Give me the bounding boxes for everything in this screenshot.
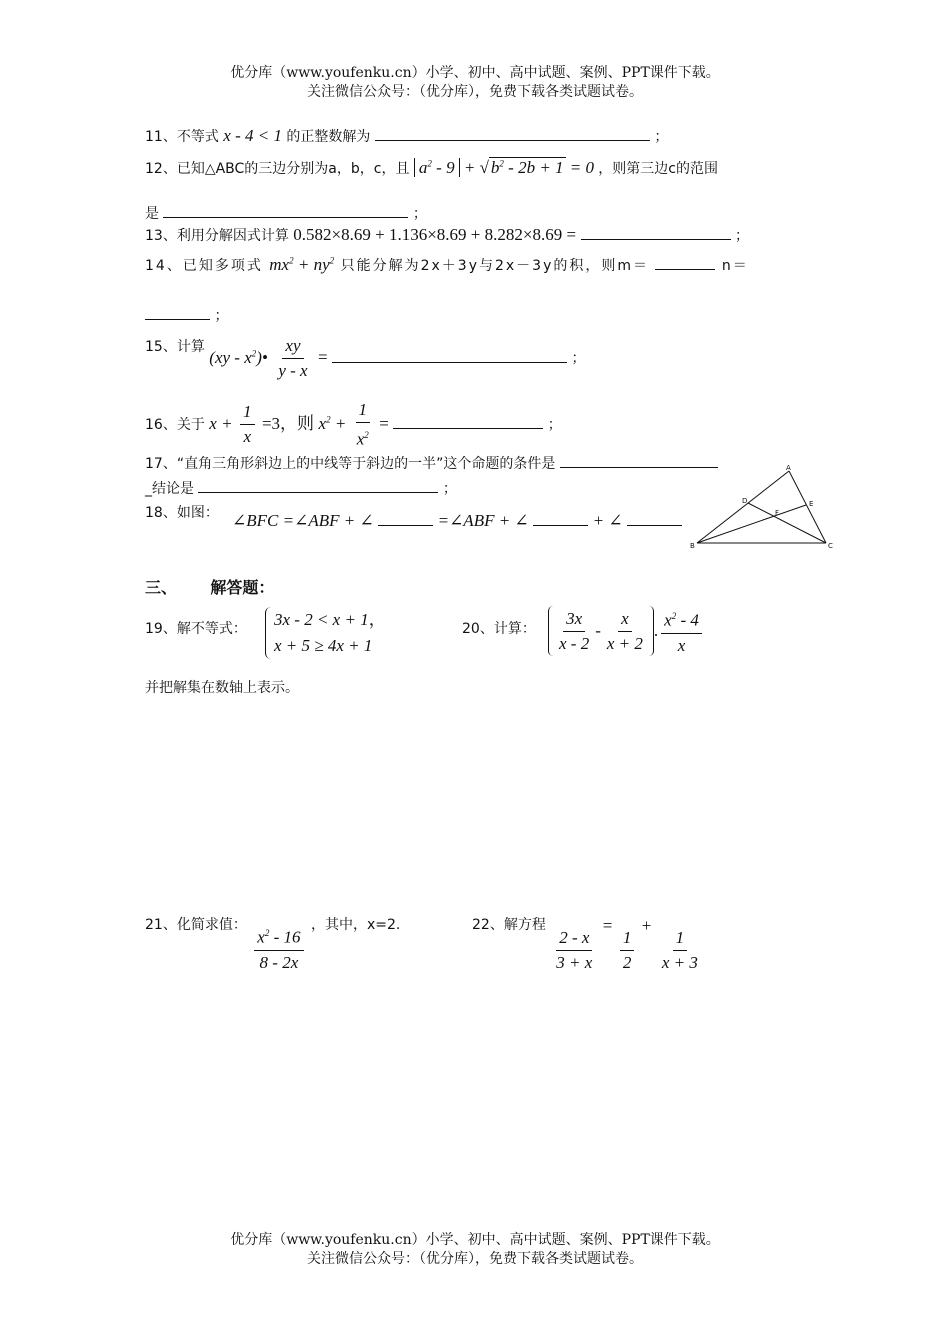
q16-expr-2: $x^2$ + (318, 413, 347, 433)
q11-expr: x - 4 < 1 (223, 126, 282, 145)
q13-end: ； (734, 228, 749, 244)
q18-blank-1[interactable] (378, 511, 433, 526)
question-17 (145, 453, 718, 473)
q19-comma: ， (368, 610, 386, 629)
segment-cd (748, 503, 826, 543)
footer-line-2: 关注微信公众号：（优分库），免费下载各类试题试卷。 (307, 1251, 643, 1267)
question-19 (145, 618, 247, 638)
q18-label: 18、如图： (145, 505, 219, 521)
q15-expr: $(xy - x^2)•$ (209, 347, 268, 367)
q12-answer-blank[interactable] (163, 203, 408, 218)
q13-expr: 0.582×8.69 + 1.136×8.69 + 8.282×8.69 = (293, 225, 577, 244)
q17-line2-label: _结论是 (145, 481, 194, 497)
q21-fraction: $\frac{x^2 - 16}{8 - 2x}$ (254, 923, 303, 973)
q12-line2-label: 是 (145, 206, 159, 222)
q11-tail: 的正整数解为 (286, 129, 371, 145)
q16-fraction-2: $\frac{1}{x^2}$ (356, 400, 369, 449)
q17-end: ； (442, 481, 457, 497)
q14-expr: $mx^2 + ny^2$ (269, 255, 335, 274)
question-17-line2 (145, 478, 457, 498)
q21-label: 21、化简求值： (145, 917, 247, 933)
question-21 (145, 914, 400, 973)
q11-answer-blank[interactable] (375, 126, 650, 141)
question-19-line2 (145, 677, 299, 697)
q16-end: ； (547, 416, 562, 433)
q15-label: 15、计算 (145, 339, 205, 355)
question-11 (145, 126, 668, 146)
q21-tail: ，其中，x=2. (310, 917, 401, 933)
q22-fraction-3: $\frac{1}{x + 3}$ (661, 928, 698, 972)
q12-label: 12、已知△ABC的三边分别为a，b，c，且 (145, 161, 410, 177)
q15-end: ； (571, 350, 586, 367)
q17-text: 17、“直角三角形斜边上的中线等于斜边的一半”这个命题的条件是 (145, 456, 556, 472)
q14-mid: 只能分解为2x＋3y与2x－3y的积，则m＝ (340, 258, 650, 274)
label-d: D (742, 497, 748, 505)
q19-system (265, 607, 386, 659)
q16-label: 16、关于 (145, 416, 205, 433)
q19-row-2: x + 5 ≥ 4x + 1 (274, 636, 373, 655)
question-18 (145, 502, 219, 522)
question-15 (145, 336, 586, 381)
triangle-figure (685, 462, 845, 554)
q19-label: 19、解不等式： (145, 621, 247, 637)
q18-blank-2[interactable] (533, 511, 588, 526)
label-f: F (775, 509, 780, 517)
q12-end: ； (412, 206, 427, 222)
question-20 (462, 618, 536, 638)
section-title: 三、 解答题： (145, 578, 275, 597)
label-b: B (690, 542, 695, 550)
q15-fraction: $\frac{xy}{y - x}$ (278, 336, 308, 380)
question-12-line2 (145, 203, 427, 223)
q16-answer-blank[interactable] (393, 414, 543, 429)
q12-tail: ，则第三边c的范围 (598, 161, 718, 177)
question-14-line2 (145, 305, 228, 325)
q14-label: 14、已知多项式 (145, 258, 263, 274)
q20-fraction-2: $\frac{x}{x + 2}$ (606, 608, 643, 653)
q18-expr-1: ∠BFC =∠ABF + ∠ (232, 511, 374, 530)
q12-expr: $a^2 - 9$ + √ $b^2 - 2b + 1 = 0$ (414, 157, 598, 177)
q13-answer-blank[interactable] (581, 225, 731, 240)
q11-label: 11、不等式 (145, 129, 219, 145)
question-16 (145, 400, 562, 450)
q22-fraction-1: $\frac{2 - x}{3 + x}$ (556, 928, 593, 972)
q20-label: 20、计算： (462, 621, 536, 637)
q18-expr-2: =∠ABF + ∠ (437, 511, 529, 530)
q15-answer-blank[interactable] (332, 348, 567, 363)
q19-line2: 并把解集在数轴上表示。 (145, 680, 299, 696)
header-line-2: 关注微信公众号：（优分库），免费下载各类试题试卷。 (307, 84, 643, 100)
side-ba (697, 471, 789, 543)
question-12 (145, 158, 718, 178)
q14-n-blank[interactable] (145, 305, 210, 320)
q18-blank-3[interactable] (627, 511, 682, 526)
q16-eq: = (379, 413, 389, 433)
question-22: 22、解方程 $\frac{2 - x}{3 + x}$ = $\frac{1}{2}$ + $\frac{1}{x + 3}$ (472, 914, 704, 973)
q13-label: 13、利用分解因式计算 (145, 228, 289, 244)
label-c: C (828, 542, 833, 550)
label-a: A (786, 464, 791, 472)
q20-fraction-3: $\frac{x^2 - 4}{x}$ (661, 606, 702, 656)
q17-conclusion-blank[interactable] (198, 478, 438, 493)
q14-m-blank[interactable] (655, 255, 715, 270)
label-e: E (809, 500, 814, 508)
q22-label: 22、解方程 (472, 917, 546, 933)
side-ac (789, 471, 826, 543)
q11-end: ； (654, 129, 669, 145)
q20-fraction-1: $\frac{3x}{x - 2}$ (559, 608, 590, 653)
q16-mid: =3，则 (261, 413, 315, 433)
q20-expr: $\frac{3x}{x - 2}$ - $\frac{x}{x + 2}$ . $\frac{x^2 - 4}{x}$ (548, 606, 705, 656)
q16-expr-1: x + (209, 413, 233, 433)
question-14 (145, 255, 749, 275)
q19-row-1: 3x - 2 < x + 1 (274, 610, 369, 629)
q16-fraction-1: $\frac{1}{x}$ (240, 402, 255, 447)
q15-eq: = (318, 347, 328, 367)
question-13 (145, 225, 749, 245)
q22-fraction-2: $\frac{1}{2}$ (620, 928, 635, 973)
q14-end: ； (214, 308, 229, 324)
header-line-1: 优分库（www.youfenku.cn）小学、初中、高中试题、案例、PPT课件下载。 (230, 65, 720, 81)
q18-plus: + ∠ (592, 511, 623, 530)
footer-line-1: 优分库（www.youfenku.cn）小学、初中、高中试题、案例、PPT课件下载。 (230, 1232, 720, 1248)
question-18-expr (232, 511, 682, 531)
q14-n-label: n＝ (721, 258, 749, 274)
